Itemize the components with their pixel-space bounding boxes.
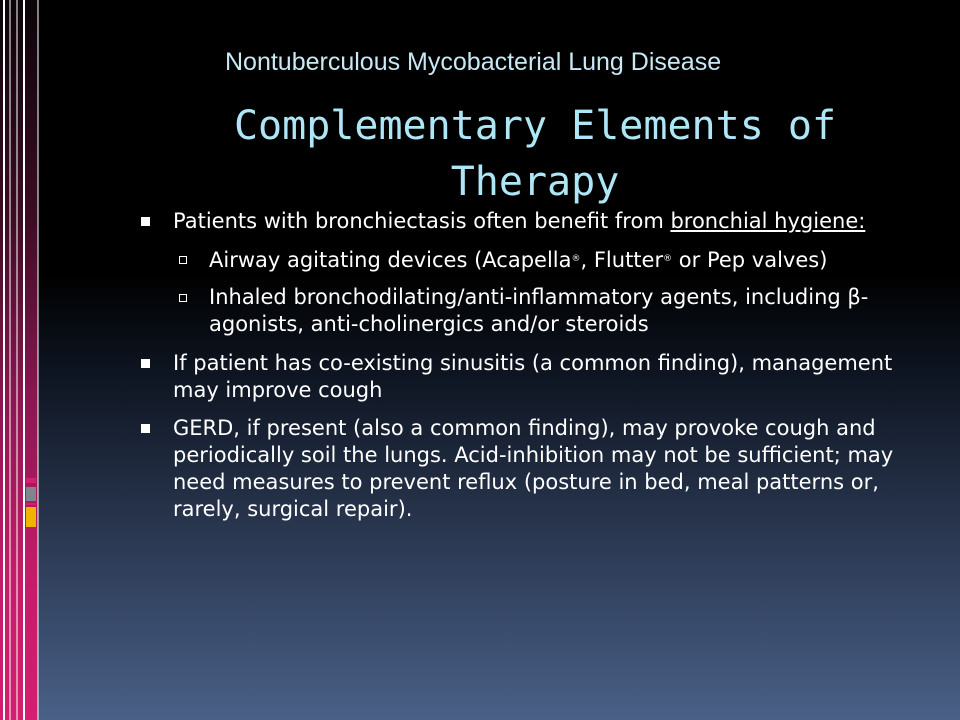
underlined-term: bronchial hygiene: [670, 209, 866, 233]
slide-content [140, 208, 940, 534]
registered-mark: ® [663, 254, 673, 264]
accent-block-gold [26, 507, 36, 527]
sub-bullet-airway-devices [140, 246, 940, 274]
slide-title: Complementary Elements of Therapy [233, 103, 837, 205]
registered-mark: ® [571, 254, 581, 264]
bullet-item-gerd [140, 415, 940, 523]
sub-bullet-text: or Pep valves) [672, 248, 828, 272]
bullet-text: Patients with bronchiectasis often benefit from [173, 209, 671, 233]
square-bullet-icon [141, 217, 150, 226]
bullet-text: If patient has co-existing sinusitis (a common finding), management may improve cough [173, 351, 893, 402]
sub-bullet-inhaled-agents [140, 284, 940, 338]
sub-bullet-text: Inhaled bronchodilating/anti-inflammatory agents, including [209, 285, 848, 309]
accent-block-pink-top [26, 478, 36, 483]
bullet-item-bronchial-hygiene [140, 208, 940, 235]
hollow-square-bullet-icon [179, 294, 187, 302]
square-bullet-icon [141, 359, 150, 368]
accent-block-gray [26, 487, 36, 501]
accent-block-pink-mid [26, 503, 36, 505]
bullet-item-sinusitis [140, 350, 940, 404]
hollow-square-bullet-icon [179, 256, 187, 264]
beta-symbol: β [847, 285, 861, 309]
slide-subtitle: Nontuberculous Mycobacterial Lung Disease [225, 48, 722, 76]
sub-bullet-text: -agonists, anti-cholinergics and/or steroids [209, 285, 869, 336]
bullet-text: GERD, if present (also a common finding), may provoke cough and periodically soil the lungs. Acid-inhibition may not be sufficient; may need measures to prevent reflux (posture in bed, meal patterns or, rarely, surgical repair). [173, 416, 894, 521]
sub-bullet-text: Airway agitating devices (Acapella [209, 248, 572, 272]
square-bullet-icon [141, 424, 150, 433]
sub-bullet-text: , Flutter [580, 248, 664, 272]
decorative-lines [0, 0, 40, 720]
